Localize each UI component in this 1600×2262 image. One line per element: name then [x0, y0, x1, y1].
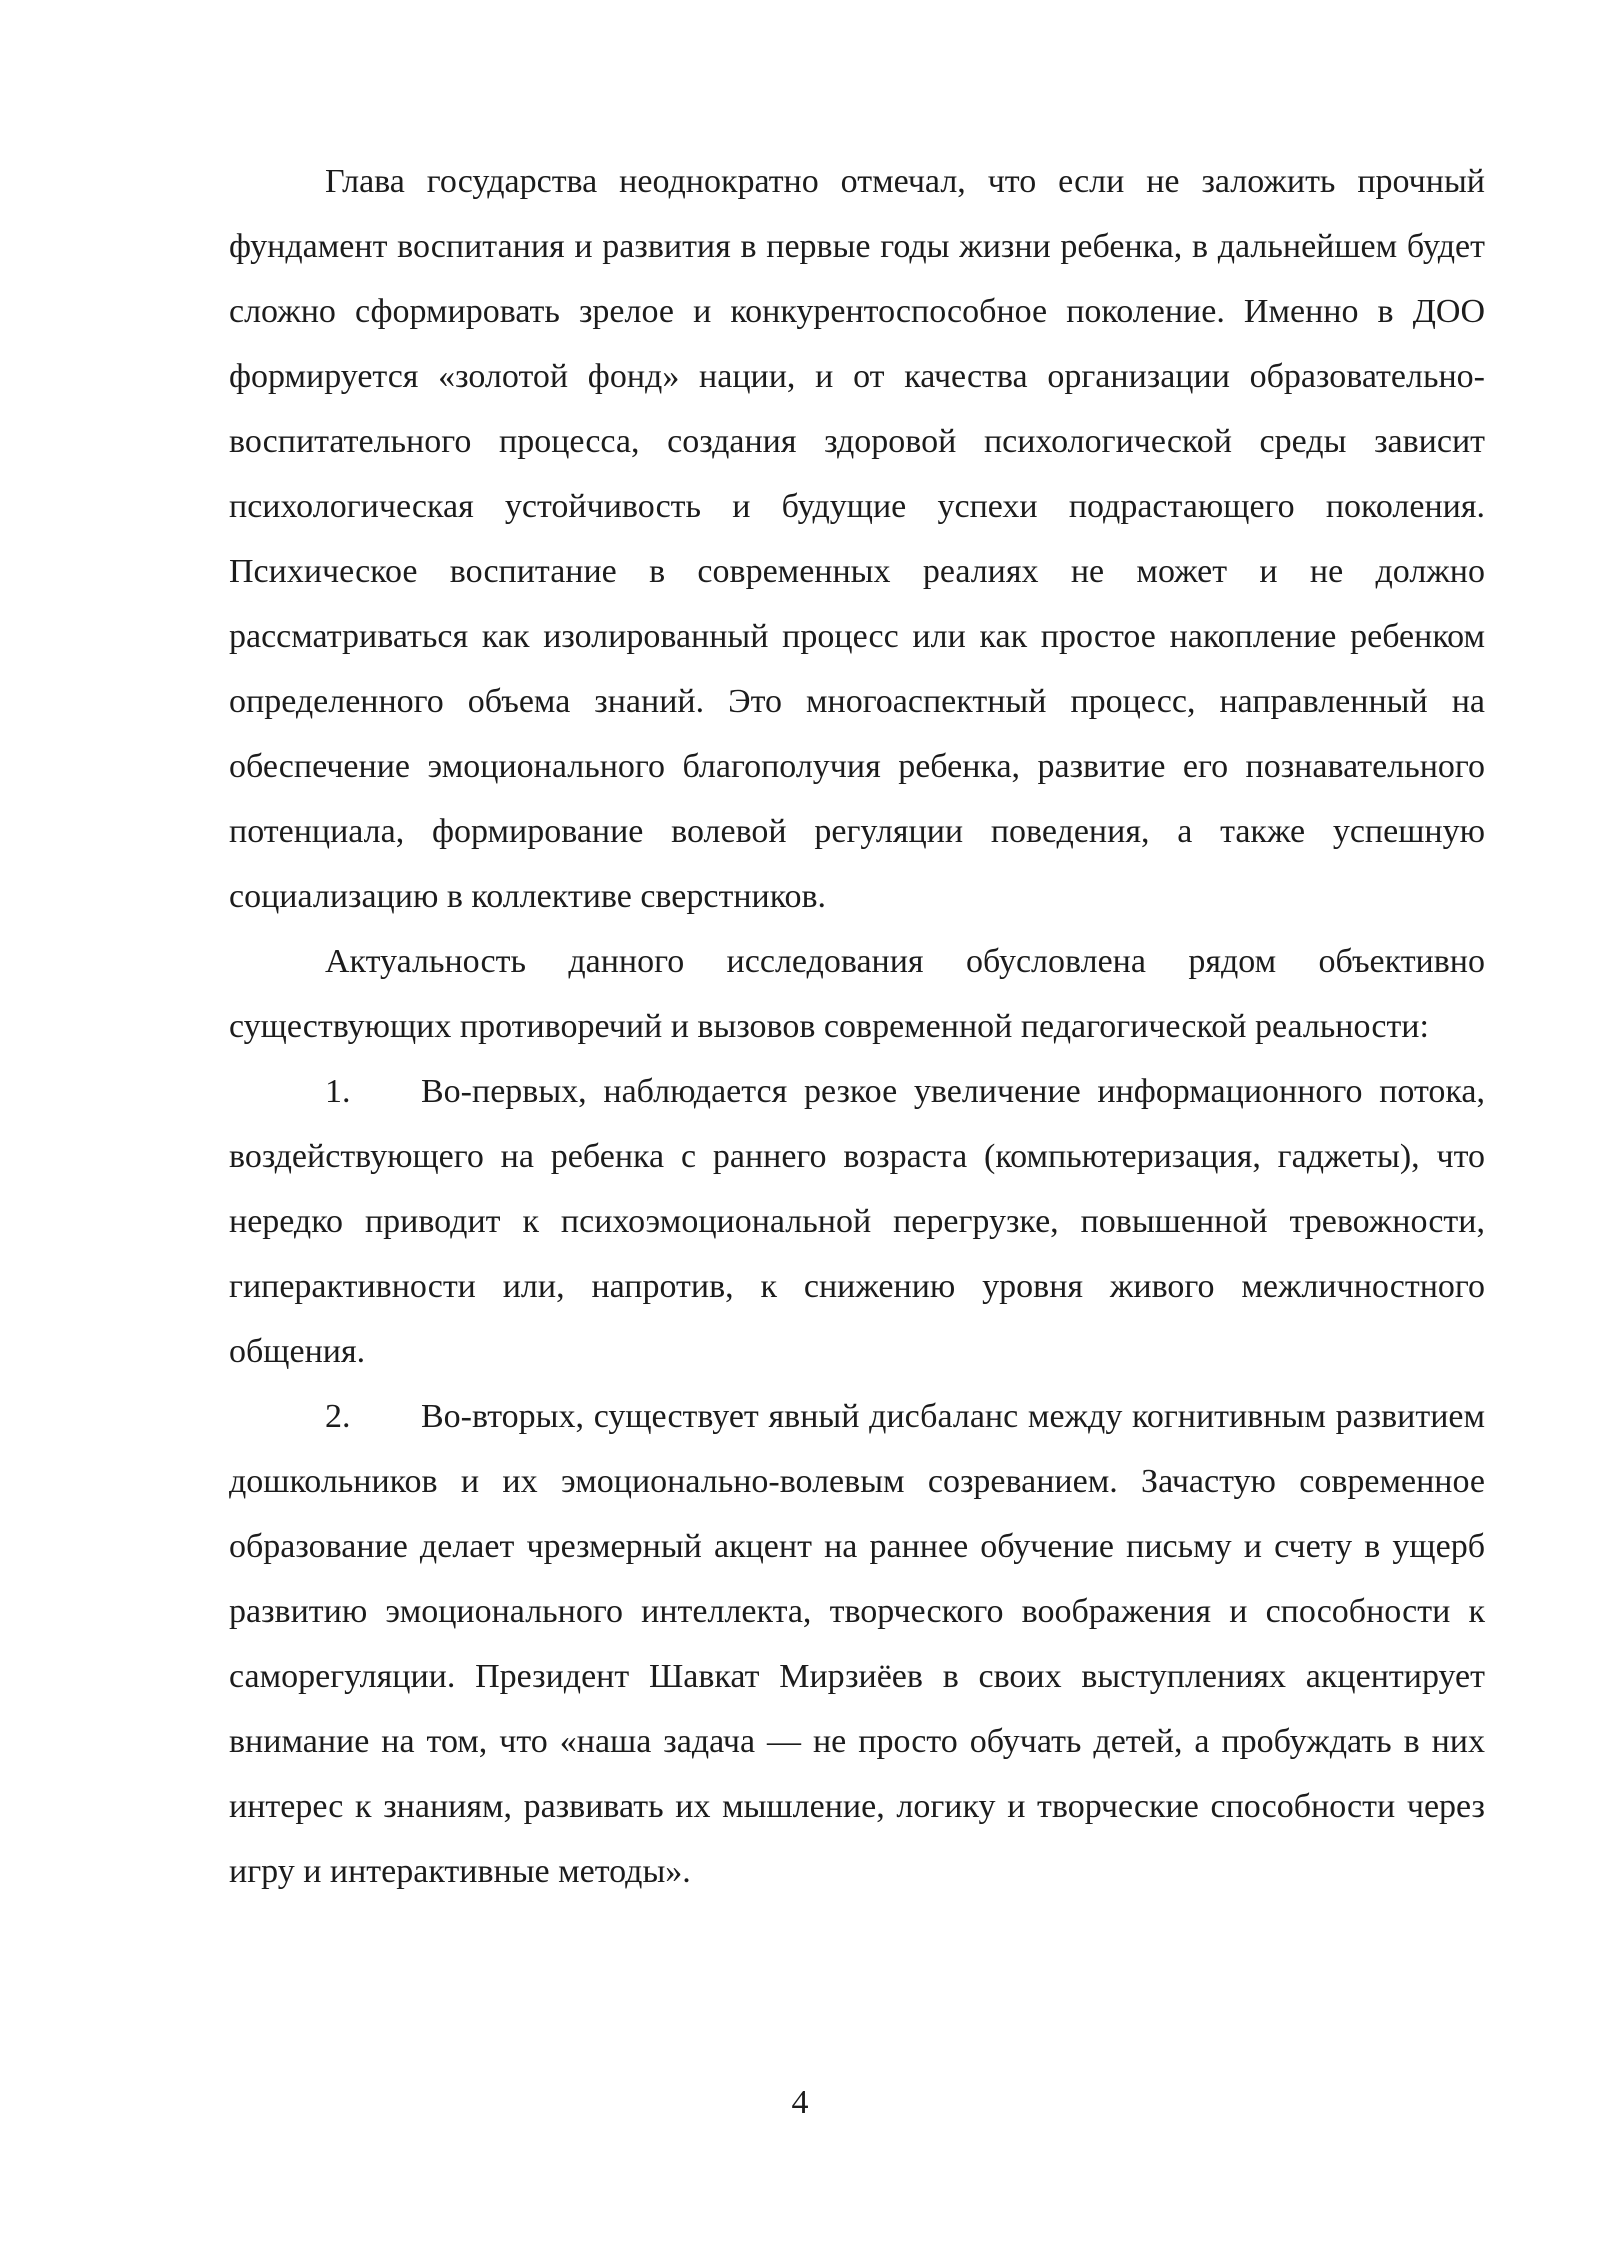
paragraph-relevance: Актуальность данного исследования обусловлена рядом объективно существующих противоречий и вызовов современной педагогической реальности:: [229, 943, 1485, 1045]
list-item-number: 2.: [325, 1398, 351, 1435]
list-item: [229, 1059, 1485, 1384]
list-item: [229, 1384, 1485, 1904]
list-item-text: Во-вторых, существует явный дисбаланс между когнитивным развитием дошкольников и их эмоционально-волевым созреванием. Зачастую современное образование делает чрезмерный акцент на раннее обучение письму и счету в ущерб развитию эмоционального интеллекта, творческого воображения и способности к саморегуляции. Президент Шавкат Мирзиёев в своих выступлениях акцентирует внимание на том, что «наша задача — не просто обучать детей, а пробуждать в них интерес к знаниям, развивать их мышление, логику и творческие способности через игру и интерактивные методы».: [229, 1398, 1485, 1890]
list-item-text: Во-первых, наблюдается резкое увеличение информационного потока, воздействующего на ребенка с раннего возраста (компьютеризация, гаджеты), что нередко приводит к психоэмоциональной перегрузке, повышенной тревожности, гиперактивности или, напротив, к снижению уровня живого межличностного общения.: [229, 1073, 1485, 1370]
body-text: [229, 149, 1485, 1904]
paragraph-intro: Глава государства неоднократно отмечал, что если не заложить прочный фундамент воспитания и развития в первые годы жизни ребенка, в дальнейшем будет сложно сформировать зрелое и конкурентоспособное поколение. Именно в ДОО формируется «золотой фонд» нации, и от качества организации образовательно-воспитательного процесса, создания здоровой психологической среды зависит психологическая устойчивость и будущие успехи подрастающего поколения. Психическое воспитание в современных реалиях не может и не должно рассматриваться как изолированный процесс или как простое накопление ребенком определенного объема знаний. Это многоаспектный процесс, направленный на обеспечение эмоционального благополучия ребенка, развитие его познавательного потенциала, формирование волевой регуляции поведения, а также успешную социализацию в коллективе сверстников.: [229, 163, 1485, 915]
list-item-number: 1.: [325, 1073, 351, 1110]
page-number: 4: [791, 2084, 809, 2121]
